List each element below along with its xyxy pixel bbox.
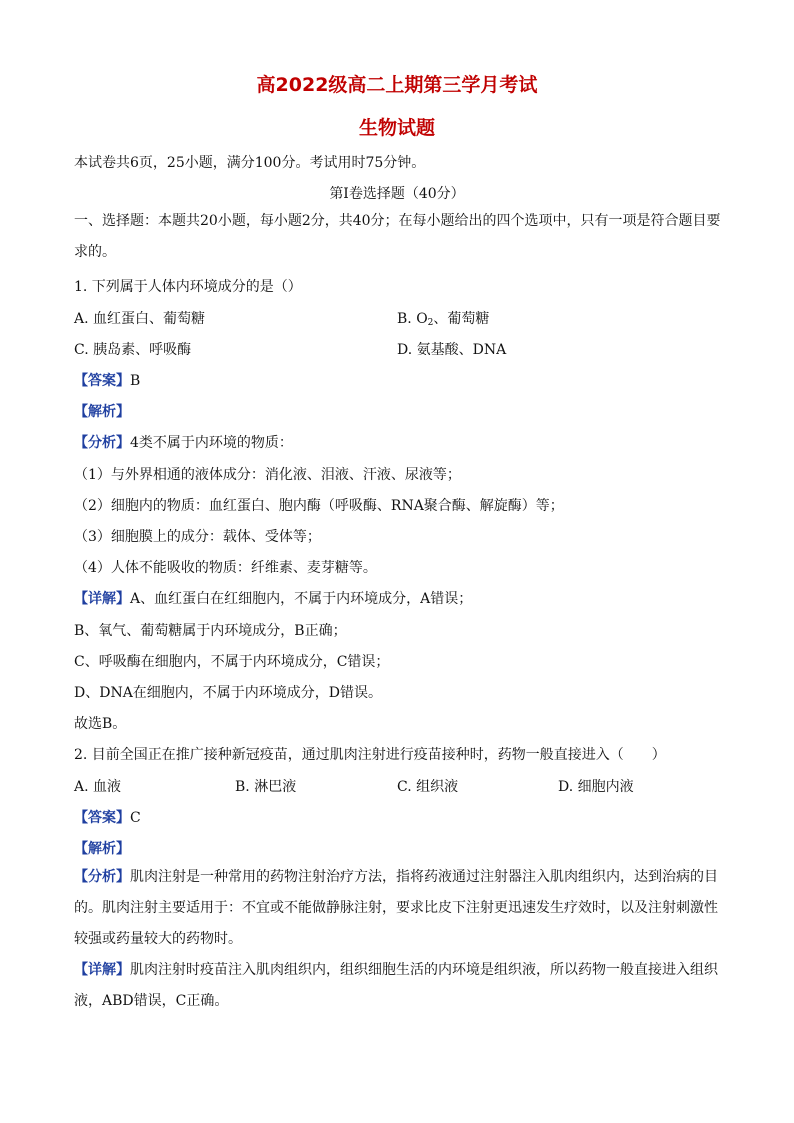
answer-label: 【答案】 bbox=[74, 373, 130, 389]
detail-line-b: B、氧气、葡萄糖属于内环境成分，B正确； bbox=[74, 623, 347, 639]
xiangjie-label: 【详解】 bbox=[74, 962, 130, 978]
section-title: 第Ⅰ卷选择题（40分） bbox=[329, 186, 465, 202]
analysis-point-4: （4）人体不能吸收的物质：纤维素、麦芽糖等。 bbox=[74, 560, 377, 576]
fenxi-label: 【分析】 bbox=[74, 435, 130, 451]
analysis-point-1: （1）与外界相通的液体成分：消化液、泪液、汗液、尿液等； bbox=[74, 467, 461, 483]
option-d: D. 细胞内液 bbox=[558, 779, 634, 795]
option-c: C. 胰岛素、呼吸酶 bbox=[74, 342, 192, 358]
question-1-stem: 1. 下列属于人体内环境成分的是（） bbox=[74, 279, 302, 295]
option-b: B. $O_2$、葡萄糖 bbox=[397, 311, 490, 328]
question-2-analysis-heading bbox=[74, 838, 724, 858]
exam-title: 高2022级高二上期第三学月考试 bbox=[256, 74, 538, 96]
detail-line-c: C、呼吸酶在细胞内，不属于内环境成分，C错误； bbox=[74, 654, 390, 670]
option-a: A. 血液 bbox=[74, 779, 122, 795]
answer-value: C bbox=[130, 810, 141, 826]
fenxi-label: 【分析】 bbox=[74, 869, 130, 885]
analysis-point-2: （2）细胞内的物质：血红蛋白、胞内酶（呼吸酶、RNA聚合酶、解旋酶）等； bbox=[74, 498, 564, 514]
question-1-fenxi: 【分析】4类不属于内环境的物质： bbox=[74, 435, 293, 451]
question-2-stem: 2. 目前全国正在推广接种新冠疫苗，通过肌肉注射进行疫苗接种时，药物一般直接进入（ ） bbox=[74, 747, 666, 763]
xiangjie-label: 【详解】 bbox=[74, 591, 130, 607]
option-d: D. 氨基酸、DNA bbox=[397, 342, 507, 358]
analysis-point-3: （3）细胞膜上的成分：载体、受体等； bbox=[74, 529, 321, 545]
question-2-fenxi: 【分析】肌肉注射是一种常用的药物注射治疗方法，指将药液通过注射器注入肌肉组织内，达到治病的目的。肌肉注射主要适用于：不宜或不能做静脉注射，要求比皮下注射更迅速发生疗效时，以及注射刺激性较强或药量较大的药物时。 bbox=[74, 869, 718, 947]
exam-subject: 生物试题 bbox=[358, 117, 435, 139]
answer-label: 【答案】 bbox=[74, 810, 130, 826]
section-instruction: 一、选择题：本题共20小题，每小题2分，共40分；在每小题给出的四个选项中，只有一项是符合题目要求的。 bbox=[74, 213, 721, 260]
question-2-answer bbox=[74, 807, 724, 827]
question-2-xiangjie: 【详解】肌肉注射时疫苗注入肌肉组织内，组织细胞生活的内环境是组织液，所以药物一般直接进入组织液，ABD错误，C正确。 bbox=[74, 962, 718, 1009]
question-1-xiangjie: 【详解】A、血红蛋白在红细胞内，不属于内环境成分，A错误； bbox=[74, 591, 473, 607]
analysis-label: 【解析】 bbox=[74, 841, 130, 857]
option-c: C. 组织液 bbox=[397, 779, 459, 795]
option-b: B. 淋巴液 bbox=[235, 779, 297, 795]
detail-line-d: D、DNA在细胞内，不属于内环境成分，D错误。 bbox=[74, 685, 383, 701]
option-a: A. 血红蛋白、葡萄糖 bbox=[74, 311, 206, 327]
question-1-answer bbox=[74, 370, 724, 390]
question-1-conclusion: 故选B。 bbox=[74, 716, 127, 732]
exam-intro: 本试卷共6页，25小题，满分100分。考试用时75分钟。 bbox=[74, 155, 426, 171]
analysis-label: 【解析】 bbox=[74, 404, 130, 420]
question-1-analysis-heading bbox=[74, 401, 724, 421]
answer-value: B bbox=[130, 373, 141, 389]
